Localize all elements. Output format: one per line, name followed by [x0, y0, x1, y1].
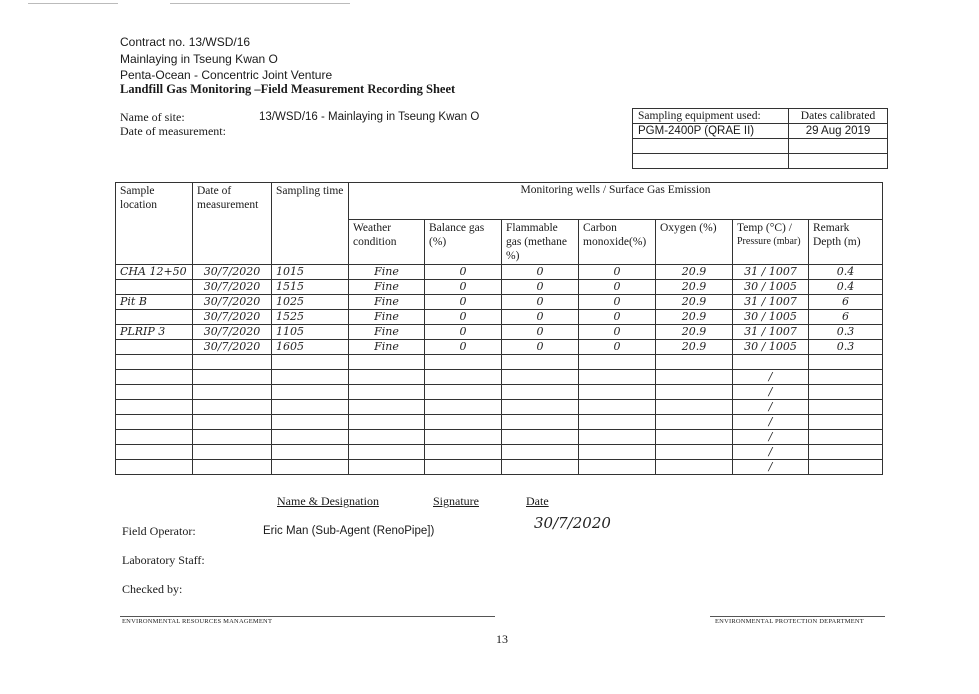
table-row — [116, 400, 883, 415]
cell-weather — [349, 400, 425, 415]
cell-sample-location — [116, 415, 193, 430]
footer-rule-right — [710, 616, 885, 617]
cell-sample-location: Pit B — [116, 295, 193, 310]
cell-temp-pressure: / — [733, 430, 809, 445]
cell-sampling-time — [272, 385, 349, 400]
cell-flammable-gas: 0 — [502, 340, 579, 355]
cell-weather — [349, 355, 425, 370]
footer-left-text: ENVIRONMENTAL RESOURCES MANAGEMENT — [122, 618, 273, 625]
cell-carbon-monoxide: 0 — [579, 325, 656, 340]
cell-remark-depth — [809, 385, 883, 400]
cell-weather — [349, 445, 425, 460]
col-sampling-time: Sampling time — [272, 183, 349, 265]
cell-sampling-time — [272, 355, 349, 370]
cell-oxygen — [656, 400, 733, 415]
cell-carbon-monoxide: 0 — [579, 295, 656, 310]
cell-flammable-gas: 0 — [502, 295, 579, 310]
cell-balance-gas: 0 — [425, 325, 502, 340]
cell-oxygen — [656, 385, 733, 400]
cell-sample-location — [116, 355, 193, 370]
cell-remark-depth: 0.3 — [809, 340, 883, 355]
cell-oxygen — [656, 415, 733, 430]
cell-sampling-time — [272, 445, 349, 460]
field-operator-label: Field Operator: — [122, 524, 196, 538]
table-row — [116, 295, 883, 310]
cell-temp-pressure: 30 / 1005 — [733, 310, 809, 325]
calibration-date — [789, 154, 888, 169]
cell-weather: Fine — [349, 295, 425, 310]
cell-weather — [349, 460, 425, 475]
cell-balance-gas: 0 — [425, 340, 502, 355]
cell-remark-depth: 6 — [809, 310, 883, 325]
cell-sample-location: CHA 12+50 — [116, 265, 193, 280]
cell-oxygen — [656, 445, 733, 460]
name-designation-header: Name & Designation — [277, 494, 379, 508]
cell-carbon-monoxide — [579, 400, 656, 415]
cell-sampling-time: 1515 — [272, 280, 349, 295]
cell-carbon-monoxide — [579, 430, 656, 445]
cell-remark-depth: 0.3 — [809, 325, 883, 340]
cell-measurement-date — [193, 400, 272, 415]
table-row — [116, 385, 883, 400]
cell-measurement-date: 30/7/2020 — [193, 310, 272, 325]
cell-temp-pressure: / — [733, 385, 809, 400]
cell-weather — [349, 415, 425, 430]
field-operator-name: Eric Man (Sub-Agent (RenoPipe]) — [263, 525, 435, 537]
cell-sample-location — [116, 370, 193, 385]
cell-sample-location — [116, 340, 193, 355]
equipment-row — [633, 124, 888, 139]
table-row — [116, 310, 883, 325]
cell-sampling-time: 1025 — [272, 295, 349, 310]
cell-sampling-time — [272, 460, 349, 475]
cell-carbon-monoxide: 0 — [579, 310, 656, 325]
scan-artifact-line — [170, 3, 350, 4]
cell-sample-location — [116, 460, 193, 475]
equipment-name — [633, 154, 789, 169]
cell-balance-gas — [425, 385, 502, 400]
cell-measurement-date — [193, 355, 272, 370]
cell-temp-pressure: / — [733, 370, 809, 385]
cell-weather: Fine — [349, 265, 425, 280]
cell-oxygen: 20.9 — [656, 310, 733, 325]
cell-weather: Fine — [349, 310, 425, 325]
footer-right-text: ENVIRONMENTAL PROTECTION DEPARTMENT — [715, 618, 864, 625]
cell-remark-depth — [809, 430, 883, 445]
col-temp-label: Temp (°C) / — [737, 222, 792, 234]
equipment-name: PGM-2400P (QRAE II) — [633, 124, 789, 139]
cell-balance-gas: 0 — [425, 295, 502, 310]
cell-remark-depth: 6 — [809, 295, 883, 310]
cell-sample-location — [116, 430, 193, 445]
col-remark-depth: Remark Depth (m) — [809, 220, 883, 265]
table-row — [116, 325, 883, 340]
cell-balance-gas — [425, 460, 502, 475]
checked-by-label: Checked by: — [122, 582, 183, 596]
cell-temp-pressure: / — [733, 400, 809, 415]
cell-sampling-time: 1105 — [272, 325, 349, 340]
cell-flammable-gas — [502, 400, 579, 415]
calibration-header: Dates calibrated — [789, 109, 888, 124]
cell-carbon-monoxide — [579, 460, 656, 475]
cell-remark-depth — [809, 370, 883, 385]
cell-sampling-time — [272, 415, 349, 430]
date-header: Date — [526, 494, 549, 508]
cell-temp-pressure: / — [733, 460, 809, 475]
contractor-name: Penta-Ocean - Concentric Joint Venture — [120, 68, 333, 82]
cell-oxygen — [656, 460, 733, 475]
cell-oxygen — [656, 355, 733, 370]
project-name: Mainlaying in Tseung Kwan O — [120, 52, 278, 66]
cell-flammable-gas: 0 — [502, 310, 579, 325]
cell-sampling-time — [272, 400, 349, 415]
cell-carbon-monoxide — [579, 445, 656, 460]
cell-carbon-monoxide: 0 — [579, 280, 656, 295]
cell-carbon-monoxide — [579, 370, 656, 385]
cell-temp-pressure: / — [733, 415, 809, 430]
cell-measurement-date — [193, 430, 272, 445]
cell-weather: Fine — [349, 325, 425, 340]
table-row — [116, 445, 883, 460]
cell-measurement-date: 30/7/2020 — [193, 340, 272, 355]
cell-weather: Fine — [349, 340, 425, 355]
contract-number: Contract no. 13/WSD/16 — [120, 35, 251, 49]
cell-temp-pressure: 31 / 1007 — [733, 325, 809, 340]
cell-sampling-time: 1015 — [272, 265, 349, 280]
table-row — [116, 280, 883, 295]
signature-header: Signature — [433, 494, 479, 508]
cell-balance-gas: 0 — [425, 265, 502, 280]
cell-temp-pressure: 31 / 1007 — [733, 265, 809, 280]
table-row — [116, 430, 883, 445]
cell-balance-gas — [425, 370, 502, 385]
table-row — [116, 370, 883, 385]
col-weather-condition: Weather condition — [349, 220, 425, 265]
cell-balance-gas — [425, 415, 502, 430]
cell-carbon-monoxide — [579, 415, 656, 430]
site-name-value: 13/WSD/16 - Mainlaying in Tseung Kwan O — [259, 111, 480, 123]
page-number: 13 — [496, 632, 508, 646]
cell-sampling-time — [272, 370, 349, 385]
cell-flammable-gas — [502, 415, 579, 430]
cell-measurement-date — [193, 460, 272, 475]
cell-flammable-gas — [502, 430, 579, 445]
cell-sampling-time: 1605 — [272, 340, 349, 355]
cell-temp-pressure — [733, 355, 809, 370]
col-sample-location: Sample location — [116, 183, 193, 265]
cell-measurement-date: 30/7/2020 — [193, 280, 272, 295]
measurement-table — [115, 182, 883, 475]
equipment-table — [632, 108, 888, 169]
cell-balance-gas: 0 — [425, 310, 502, 325]
cell-flammable-gas — [502, 355, 579, 370]
cell-flammable-gas — [502, 370, 579, 385]
cell-measurement-date — [193, 370, 272, 385]
cell-flammable-gas: 0 — [502, 265, 579, 280]
cell-sampling-time: 1525 — [272, 310, 349, 325]
cell-temp-pressure: 31 / 1007 — [733, 295, 809, 310]
cell-sample-location — [116, 310, 193, 325]
col-carbon-monoxide: Carbon monoxide(%) — [579, 220, 656, 265]
cell-remark-depth — [809, 445, 883, 460]
col-oxygen: Oxygen (%) — [656, 220, 733, 265]
cell-remark-depth — [809, 355, 883, 370]
cell-oxygen: 20.9 — [656, 295, 733, 310]
cell-balance-gas — [425, 445, 502, 460]
scan-artifact-line — [28, 3, 118, 4]
cell-temp-pressure: 30 / 1005 — [733, 340, 809, 355]
cell-remark-depth: 0.4 — [809, 280, 883, 295]
table-header-row — [116, 183, 883, 220]
table-row — [116, 265, 883, 280]
cell-measurement-date: 30/7/2020 — [193, 295, 272, 310]
cell-remark-depth — [809, 400, 883, 415]
cell-flammable-gas — [502, 445, 579, 460]
cell-sample-location — [116, 400, 193, 415]
cell-weather — [349, 430, 425, 445]
cell-flammable-gas — [502, 460, 579, 475]
sheet-title: Landfill Gas Monitoring –Field Measurement Recording Sheet — [120, 82, 456, 96]
measurement-date-label: Date of measurement: — [120, 124, 226, 138]
cell-carbon-monoxide: 0 — [579, 340, 656, 355]
cell-sample-location — [116, 385, 193, 400]
cell-sample-location: PLRIP 3 — [116, 325, 193, 340]
site-name-label: Name of site: — [120, 110, 185, 124]
cell-oxygen: 20.9 — [656, 265, 733, 280]
cell-balance-gas: 0 — [425, 280, 502, 295]
cell-sample-location — [116, 445, 193, 460]
cell-temp-pressure: / — [733, 445, 809, 460]
cell-remark-depth — [809, 415, 883, 430]
cell-measurement-date — [193, 385, 272, 400]
cell-oxygen: 20.9 — [656, 340, 733, 355]
col-flammable-gas: Flammable gas (methane %) — [502, 220, 579, 265]
col-pressure-label: Pressure (mbar) — [737, 236, 801, 247]
cell-balance-gas — [425, 355, 502, 370]
equipment-name — [633, 139, 789, 154]
equipment-row — [633, 154, 888, 169]
cell-oxygen — [656, 370, 733, 385]
cell-weather: Fine — [349, 280, 425, 295]
col-date-of-measurement: Date of measurement — [193, 183, 272, 265]
cell-temp-pressure: 30 / 1005 — [733, 280, 809, 295]
lab-staff-label: Laboratory Staff: — [122, 553, 205, 567]
monitoring-group-header: Monitoring wells / Surface Gas Emission — [349, 183, 883, 220]
cell-measurement-date: 30/7/2020 — [193, 265, 272, 280]
cell-oxygen: 20.9 — [656, 325, 733, 340]
cell-oxygen — [656, 430, 733, 445]
col-temp-pressure — [733, 220, 809, 265]
table-row — [116, 340, 883, 355]
table-row — [116, 355, 883, 370]
cell-oxygen: 20.9 — [656, 280, 733, 295]
table-row — [116, 415, 883, 430]
calibration-date — [789, 139, 888, 154]
cell-weather — [349, 370, 425, 385]
cell-carbon-monoxide — [579, 385, 656, 400]
cell-measurement-date: 30/7/2020 — [193, 325, 272, 340]
equipment-row — [633, 139, 888, 154]
equipment-header: Sampling equipment used: — [633, 109, 789, 124]
cell-remark-depth: 0.4 — [809, 265, 883, 280]
cell-flammable-gas: 0 — [502, 280, 579, 295]
cell-balance-gas — [425, 400, 502, 415]
cell-carbon-monoxide: 0 — [579, 265, 656, 280]
cell-remark-depth — [809, 460, 883, 475]
table-row — [116, 460, 883, 475]
cell-flammable-gas — [502, 385, 579, 400]
cell-flammable-gas: 0 — [502, 325, 579, 340]
cell-weather — [349, 385, 425, 400]
field-operator-date: 30/7/2020 — [534, 514, 611, 532]
footer-rule-left — [120, 616, 495, 617]
cell-balance-gas — [425, 430, 502, 445]
cell-measurement-date — [193, 445, 272, 460]
cell-measurement-date — [193, 415, 272, 430]
cell-sampling-time — [272, 430, 349, 445]
cell-carbon-monoxide — [579, 355, 656, 370]
calibration-date: 29 Aug 2019 — [789, 124, 888, 139]
col-balance-gas: Balance gas (%) — [425, 220, 502, 265]
cell-sample-location — [116, 280, 193, 295]
equipment-header-row — [633, 109, 888, 124]
